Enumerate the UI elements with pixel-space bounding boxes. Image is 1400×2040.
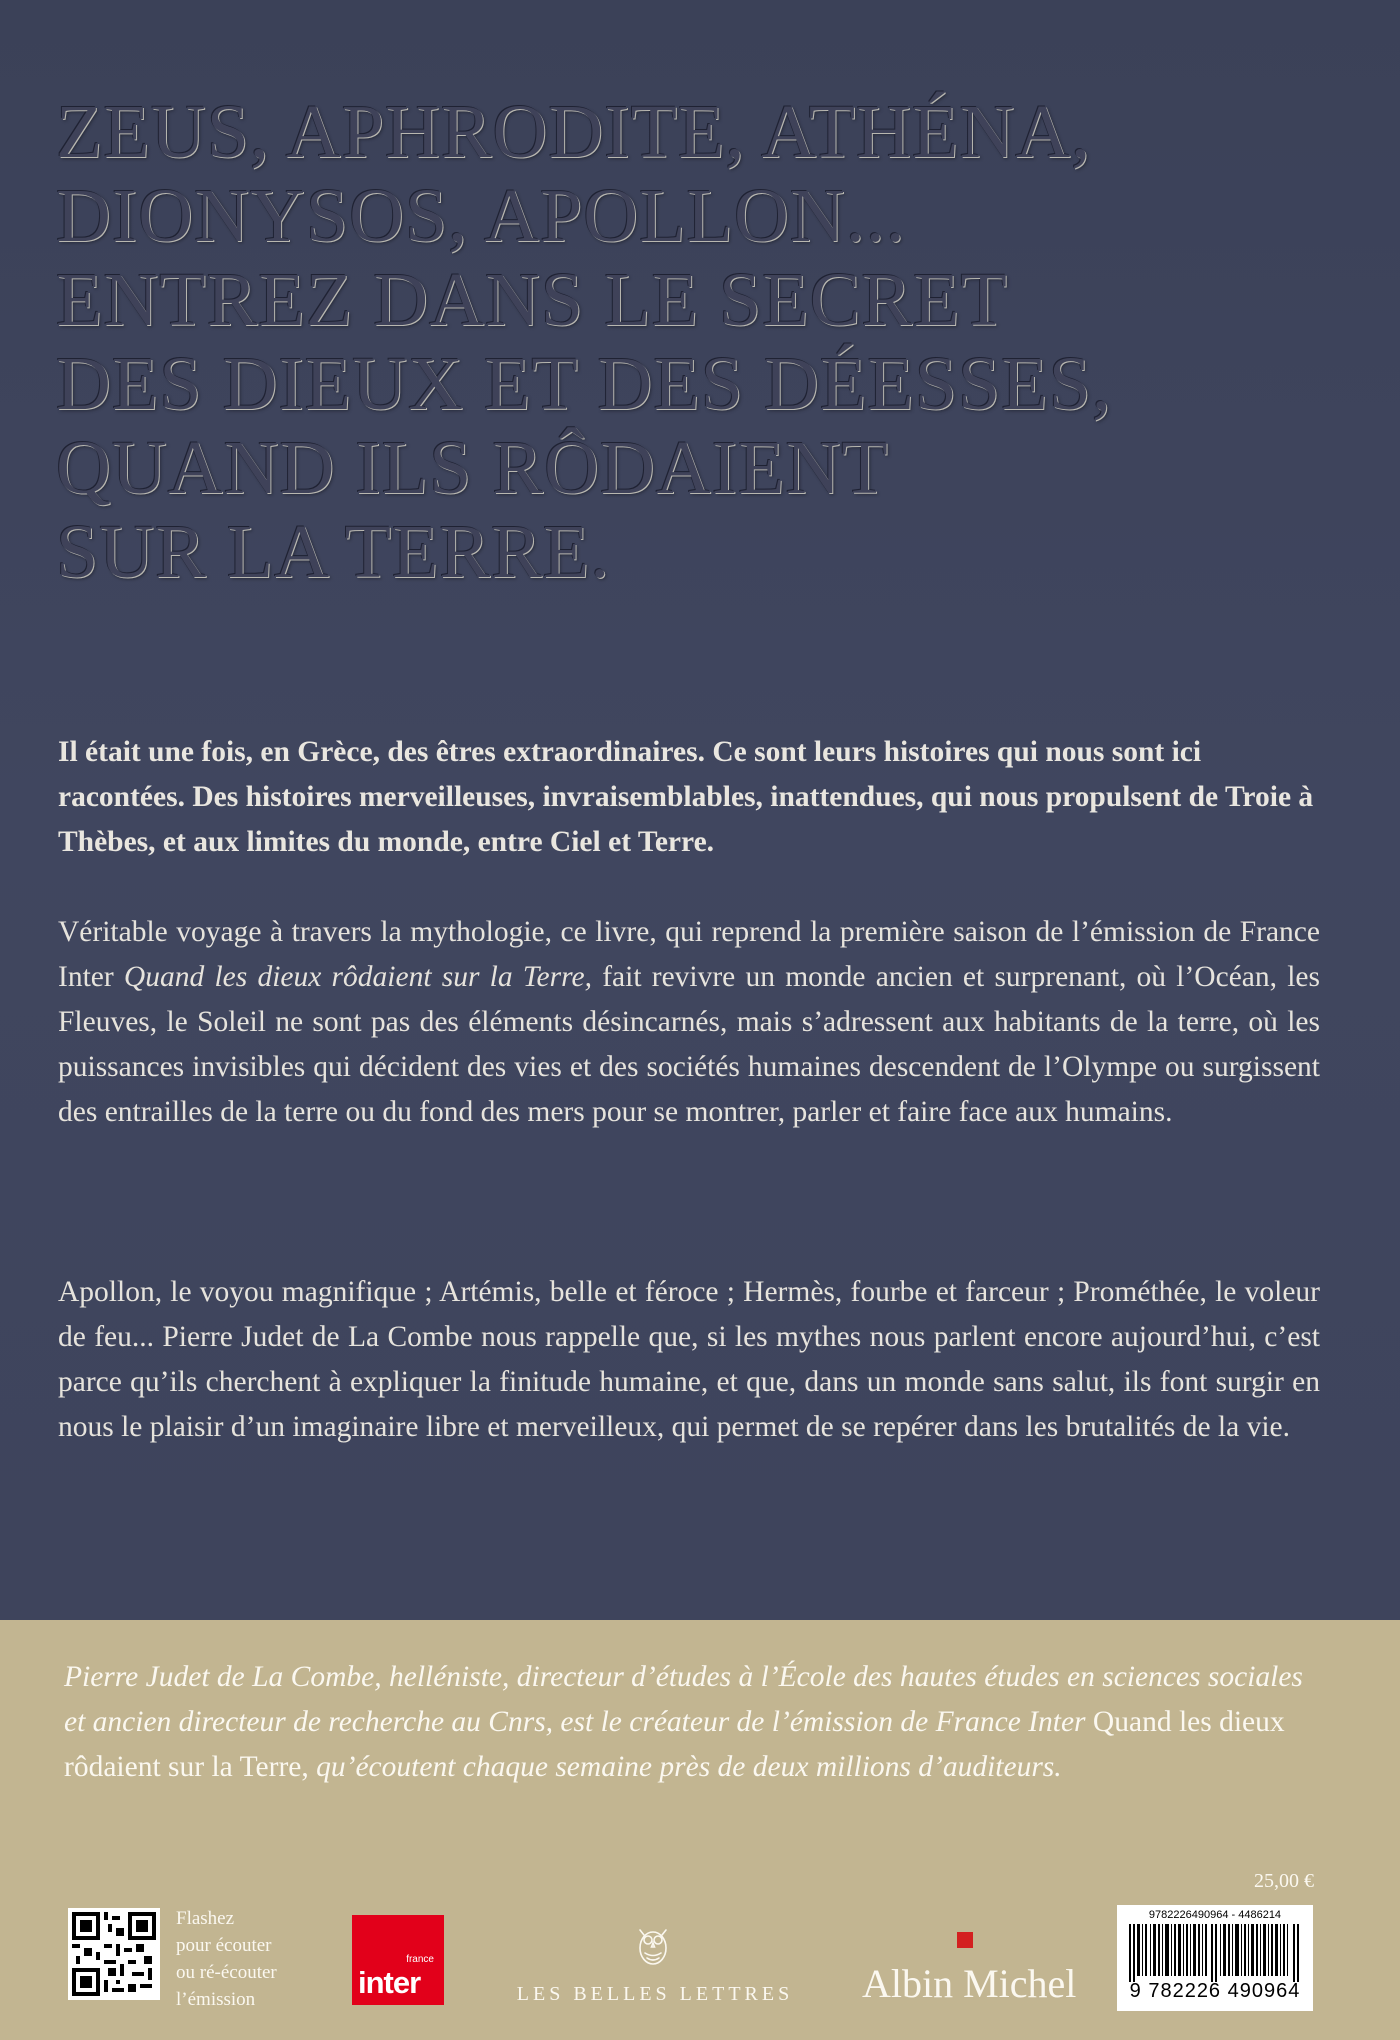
albin-michel-square [957, 1932, 973, 1948]
barcode-bars [1127, 1924, 1303, 1982]
headline-line: ZEUS, APHRODITE, ATHÉNA, [56, 90, 1092, 174]
price: 25,00 € [1254, 1870, 1314, 1892]
headline-line: DIONYSOS, APOLLON... [56, 174, 906, 258]
body-text: Véritable voyage à travers la mythologie, ce livre, qui reprend la première saison de l’émission de France Inter [58, 916, 1320, 993]
les-belles-lettres-logo: LES BELLES LETTRES [516, 1983, 794, 2005]
bio-text: Pierre Judet de La Combe, helléniste, directeur d’études à l’École des hautes études en sciences sociales et ancien directeur de recherche au Cnrs, est le créateur de l’émission de France Inter [64, 1661, 1303, 1738]
headline [56, 90, 1156, 594]
qr-caption-line: Flashez [176, 1908, 235, 1929]
qr-caption-line: l’émission [176, 1989, 256, 2010]
body-paragraph-2: Apollon, le voyou magnifique ; Artémis, belle et féroce ; Hermès, fourbe et farceur ; Prométhée, le voleur de feu... Pierre Judet de La Combe nous rappelle que, si les mythes nous parlent encore aujourd’hui, c’est parce qu’ils cherchent à expliquer la finitude humaine, et que, dans un monde sans salut, ils font surgir en nous le plaisir d’un imaginaire libre et merveilleux, qui permet de se repérer dans les brutalités de la vie. [58, 1276, 1320, 1443]
headline-line: SUR LA TERRE. [56, 510, 611, 594]
barcode-ref: 9782226490964 - 4486214 [1148, 1909, 1282, 1921]
qr-code-icon[interactable] [68, 1908, 160, 2000]
qr-caption-line: ou ré-écouter [176, 1962, 277, 1983]
france-inter-small: france [406, 1954, 434, 1965]
author-bio [64, 1655, 1324, 1790]
qr-caption [176, 1905, 316, 2013]
barcode-number: 9 782226 490964 [1129, 1980, 1301, 2002]
headline-line: QUAND ILS RÔDAIENT [56, 426, 889, 510]
bio-text: qu’écoutent chaque semaine près de deux millions d’auditeurs. [308, 1751, 1062, 1783]
albin-michel-logo: Albin Michel [862, 1961, 1077, 2006]
body-text: fait revivre un monde ancien et surprenant, où l’Océan, les Fleuves, le Soleil ne sont pas des éléments désincarnés, mais s’adressent aux habitants de la terre, où les puissances invisibles qui décident des vies et des sociétés humaines descendent de l’Olympe ou surgissent des entrailles de la terre ou du fond des mers pour se montrer, parler et faire face aux humains. [58, 961, 1321, 1128]
body-paragraph-1 [58, 910, 1320, 1135]
barcode [1117, 1905, 1313, 2011]
headline-line: DES DIEUX ET DES DÉESSES, [56, 342, 1112, 426]
qr-caption-line: pour écouter [176, 1935, 272, 1956]
france-inter-logo [352, 1915, 444, 2005]
france-inter-word: inter [358, 1965, 421, 2000]
intro-paragraph: Il était une fois, en Grèce, des êtres extraordinaires. Ce sont leurs histoires qui nous sont ici racontées. Des histoires merveilleuses, invraisemblables, inattendues, qui nous propulsent de Troie à Thèbes, et aux limites du monde, entre Ciel et Terre. [58, 736, 1314, 858]
show-title: Quand les dieux rôdaient sur la Terre, [123, 961, 592, 993]
owl-icon [628, 1920, 678, 1970]
headline-line: ENTREZ DANS LE SECRET [56, 258, 1008, 342]
show-title: Quand les dieux rôdaient sur la Terre, [64, 1706, 1285, 1783]
